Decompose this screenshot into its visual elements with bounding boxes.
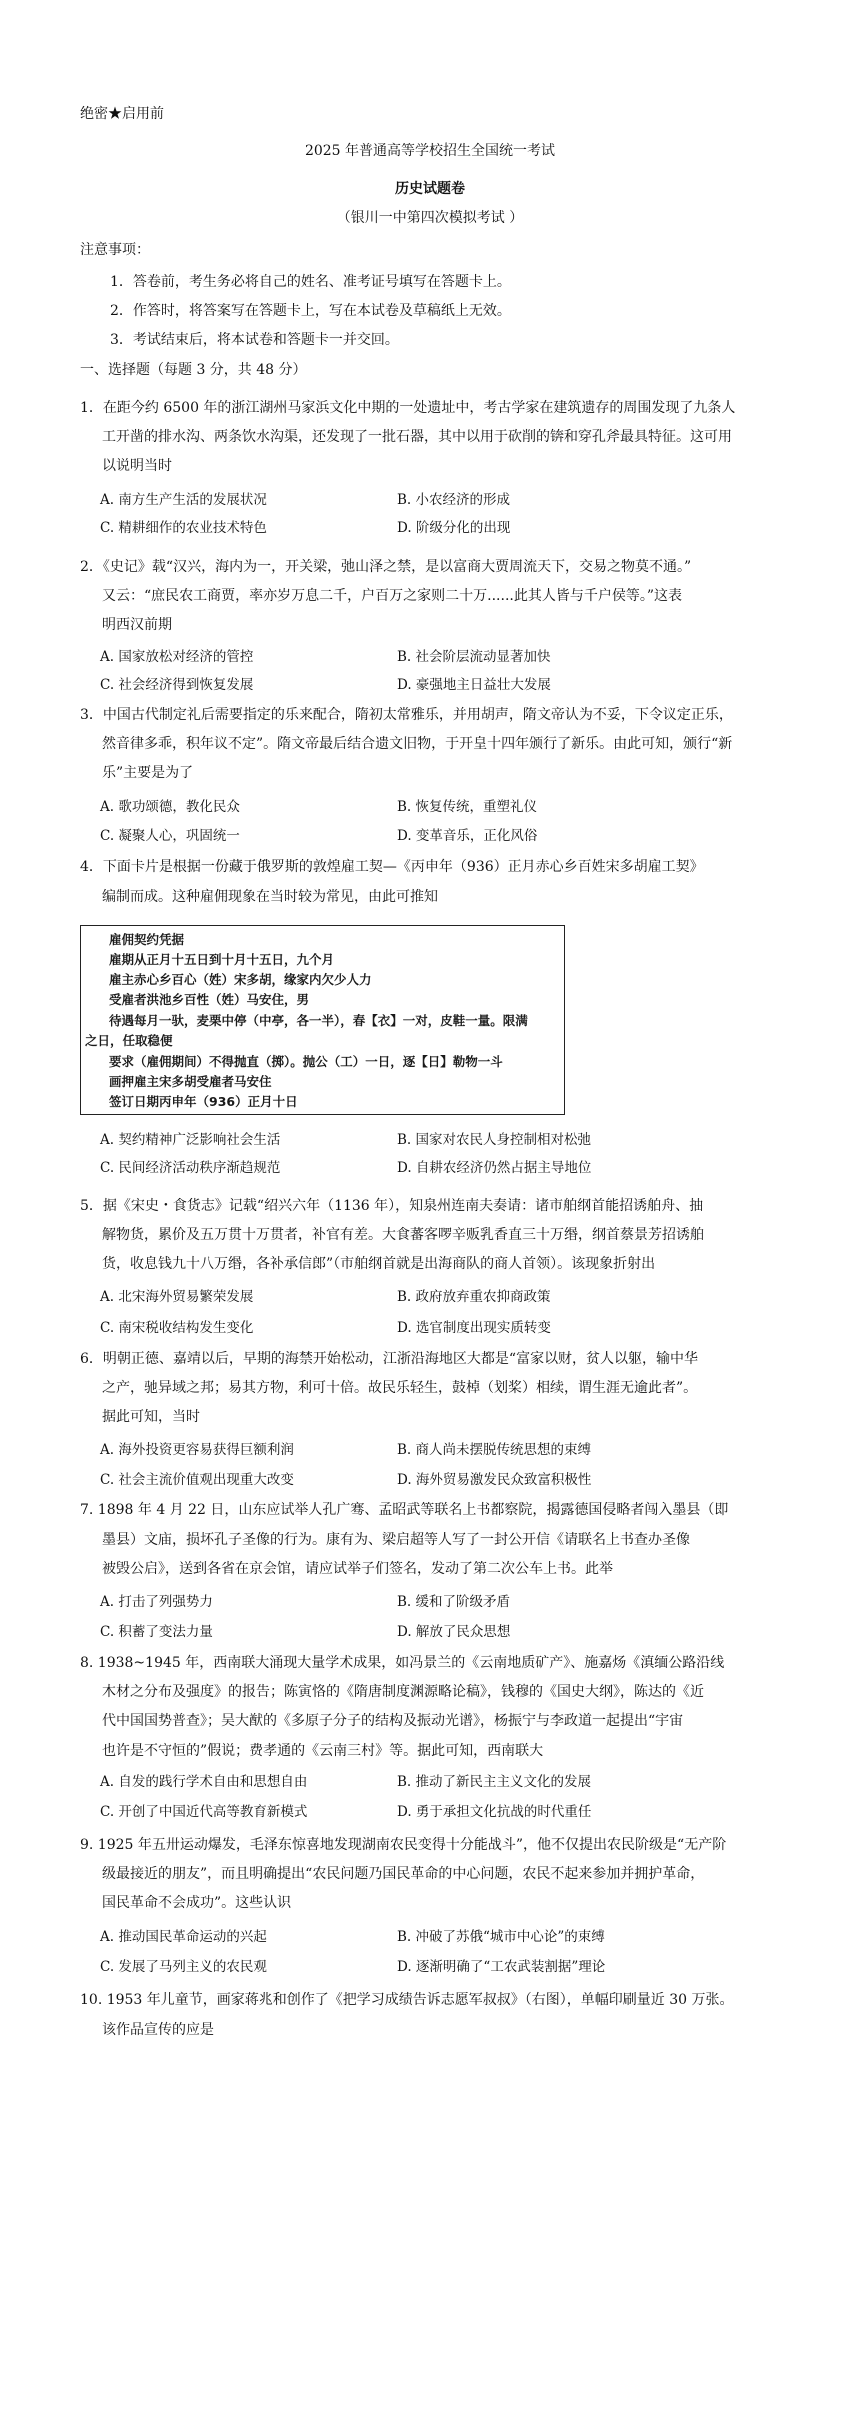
question-text: 乐”主要是为了 [102, 765, 194, 781]
option-a: A. 海外投资更容易获得巨额利润 [100, 1442, 294, 1458]
option-b: B. 推动了新民主主义文化的发展 [397, 1774, 592, 1790]
question-text: 据此可知，当时 [102, 1409, 200, 1425]
option-a: A. 契约精神广泛影响社会生活 [100, 1132, 281, 1148]
contract-line: 之日，任取稳便 [85, 1033, 173, 1048]
option-d: D. 解放了民众思想 [397, 1624, 511, 1640]
question-text: 货，收息钱九十八万缗，各补承信郎”（市舶纲首就是出海商队的商人首领）。该现象折射出 [102, 1256, 656, 1272]
option-b: B. 恢复传统，重塑礼仪 [397, 799, 538, 815]
contract-card [80, 925, 565, 1115]
subject-title: 历史试题卷 [395, 181, 465, 197]
confidential-mark: 绝密★启用前 [80, 106, 164, 122]
question-text: 然音律多乖，积年议不定”。隋文帝最后结合遗文旧物，于开皇十四年颁行了新乐。由此可知，颁行“新 [102, 736, 733, 752]
option-d: D. 海外贸易激发民众致富积极性 [397, 1472, 592, 1488]
question-text: 也许是不守恒的”假说；费孝通的《云南三村》等。据此可知，西南联大 [102, 1743, 544, 1759]
question-text: 9. 1925 年五卅运动爆发，毛泽东惊喜地发现湖南农民变得十分能战斗”，他不仅提出农民阶级是“无产阶 [80, 1837, 727, 1853]
option-c: C. 凝聚人心，巩固统一 [100, 828, 240, 844]
question-text: 5．据《宋史・食货志》记载“绍兴六年（1136 年），知泉州连南夫奏请：诸市舶纲首能招诱舶舟、抽 [80, 1198, 704, 1214]
contract-line: 受雇者洪池乡百性（姓）马安住，男 [109, 992, 310, 1007]
option-d: D. 选官制度出现实质转变 [397, 1320, 551, 1336]
option-c: C. 南宋税收结构发生变化 [100, 1320, 254, 1336]
contract-line: 画押雇主宋多胡受雇者马安住 [109, 1074, 272, 1089]
option-c: C. 积蓄了变法力量 [100, 1624, 213, 1640]
option-a: A. 打击了列强势力 [100, 1594, 213, 1610]
option-b: B. 社会阶层流动显著加快 [397, 649, 551, 665]
question-text: 8. 1938~1945 年，西南联大涌现大量学术成果，如冯景兰的《云南地质矿产》、施嘉炀《滇缅公路沿线 [80, 1655, 725, 1671]
option-d: D. 豪强地主日益壮大发展 [397, 677, 551, 693]
question-text: 之产，驰异域之邦；易其方物，利可十倍。故民乐轻生，鼓棹（划桨）相续，谓生涯无逾此者”。 [102, 1380, 698, 1396]
contract-line: 签订日期丙申年（936）正月十日 [109, 1094, 298, 1109]
question-text: 6．明朝正德、嘉靖以后，早期的海禁开始松动，江浙沿海地区大都是“富家以财，贫人以躯，输中华 [80, 1351, 699, 1367]
option-c: C. 开创了中国近代高等教育新模式 [100, 1804, 308, 1820]
contract-line: 待遇每月一驮，麦栗中停（中亭，各一半），春【衣】一对，皮鞋一量。限满 [109, 1013, 528, 1028]
contract-line: 雇佣契约凭据 [109, 932, 185, 947]
option-b: B. 商人尚未摆脱传统思想的束缚 [397, 1442, 592, 1458]
option-c: C. 民间经济活动秩序渐趋规范 [100, 1160, 281, 1176]
question-text: 编制而成。这种雇佣现象在当时较为常见，由此可推知 [102, 889, 438, 905]
question-text: 国民革命不会成功”。这些认识 [102, 1895, 292, 1911]
question-text: 7. 1898 年 4 月 22 日，山东应试举人孔广骞、孟昭武等联名上书都察院，揭露德国侵略者闯入墨县（即 [80, 1502, 729, 1518]
option-c: C. 发展了马列主义的农民观 [100, 1959, 267, 1975]
option-a: A. 北宋海外贸易繁荣发展 [100, 1289, 254, 1305]
note-item: 3．考试结束后，将本试卷和答题卡一并交回。 [110, 332, 399, 348]
note-item: 1．答卷前，考生务必将自己的姓名、准考证号填写在答题卡上。 [110, 274, 511, 290]
contract-line: 雇主赤心乡百心（姓）宋多胡，缘家内欠少人力 [109, 972, 372, 987]
question-text: 1．在距今约 6500 年的浙江湖州马家浜文化中期的一处遗址中，考古学家在建筑遗存的周围发现了九条人 [80, 400, 736, 416]
option-b: B. 小农经济的形成 [397, 492, 511, 508]
question-text: 代中国国势普查》；吴大猷的《多原子分子的结构及振动光谱》，杨振宁与李政道一起提出“宇宙 [102, 1713, 684, 1729]
exam-title: 2025 年普通高等学校招生全国统一考试 [304, 143, 556, 159]
option-d: D. 自耕农经济仍然占据主导地位 [397, 1160, 592, 1176]
section-heading: 一、选择题（每题 3 分，共 48 分） [80, 362, 307, 378]
notes-title: 注意事项： [80, 242, 150, 258]
question-text: 工开凿的排水沟、两条饮水沟渠，还发现了一批石器，其中以用于砍削的锛和穿孔斧最具特征。这可用 [102, 429, 732, 445]
question-text: 该作品宣传的应是 [102, 2022, 214, 2038]
question-text: 级最接近的朋友”，而且明确提出“农民问题乃国民革命的中心问题，农民不起来参加并拥护革命， [102, 1866, 705, 1882]
question-text: 以说明当时 [102, 458, 172, 474]
question-text: 墨县）文庙，损坏孔子圣像的行为。康有为、梁启超等人写了一封公开信《请联名上书查办圣像 [102, 1532, 690, 1548]
question-text: 明西汉前期 [102, 617, 172, 633]
option-b: B. 国家对农民人身控制相对松弛 [397, 1132, 592, 1148]
question-text: 被毁公启》，送到各省在京会馆，请应试举子们签名，发动了第二次公车上书。此举 [102, 1561, 613, 1577]
option-d: D. 逐渐明确了“工农武装割据”理论 [397, 1959, 606, 1975]
option-c: C. 社会主流价值观出现重大改变 [100, 1472, 294, 1488]
question-text: 10. 1953 年儿童节，画家蒋兆和创作了《把学习成绩告诉志愿军叔叔》（右图），单幅印刷量近 30 万张。 [80, 1992, 734, 2008]
option-d: D. 变革音乐，正化风俗 [397, 828, 538, 844]
option-a: A. 歌功颂德，教化民众 [100, 799, 240, 815]
option-b: B. 政府放弃重农抑商政策 [397, 1289, 551, 1305]
option-c: C. 精耕细作的农业技术特色 [100, 520, 267, 536]
option-c: C. 社会经济得到恢复发展 [100, 677, 254, 693]
question-text: 3．中国古代制定礼后需要指定的乐来配合，隋初太常雅乐，并用胡声，隋文帝认为不妥，下令议定正乐， [80, 707, 733, 723]
option-a: A. 推动国民革命运动的兴起 [100, 1929, 267, 1945]
contract-line: 雇期从正月十五日到十月十五日，九个月 [109, 952, 335, 967]
note-item: 2．作答时，将答案写在答题卡上，写在本试卷及草稿纸上无效。 [110, 303, 511, 319]
exam-subtitle: （银川一中第四次模拟考试 ） [336, 210, 524, 226]
question-text: 又云：“庶民农工商贾，率亦岁万息二千，户百万之家则二十万......此其人皆与千户侯等。”这表 [102, 588, 683, 604]
question-text: 解物货，累价及五万贯十万贯者，补官有差。大食蕃客啰辛贩乳香直三十万缗，纲首蔡景芳招诱舶 [102, 1227, 704, 1243]
question-text: 4．下面卡片是根据一份藏于俄罗斯的敦煌雇工契—《丙申年（936）正月赤心乡百姓宋多胡雇工契》 [80, 859, 704, 875]
option-d: D. 阶级分化的出现 [397, 520, 511, 536]
option-a: A. 国家放松对经济的管控 [100, 649, 254, 665]
question-text: 2．《史记》载“汉兴，海内为一，开关梁，弛山泽之禁，是以富商大贾周流天下，交易之物莫不通。” [80, 559, 692, 575]
option-a: A. 自发的践行学术自由和思想自由 [100, 1774, 308, 1790]
option-a: A. 南方生产生活的发展状况 [100, 492, 267, 508]
option-b: B. 冲破了苏俄“城市中心论”的束缚 [397, 1929, 605, 1945]
option-b: B. 缓和了阶级矛盾 [397, 1594, 511, 1610]
question-text: 木材之分布及强度》的报告；陈寅恪的《隋唐制度渊源略论稿》，钱穆的《国史大纲》，陈达的《近 [102, 1684, 704, 1700]
contract-line: 要求（雇佣期间）不得抛直（掷）。抛公（工）一日，逐【日】勒物一斗 [109, 1054, 503, 1069]
option-d: D. 勇于承担文化抗战的时代重任 [397, 1804, 592, 1820]
